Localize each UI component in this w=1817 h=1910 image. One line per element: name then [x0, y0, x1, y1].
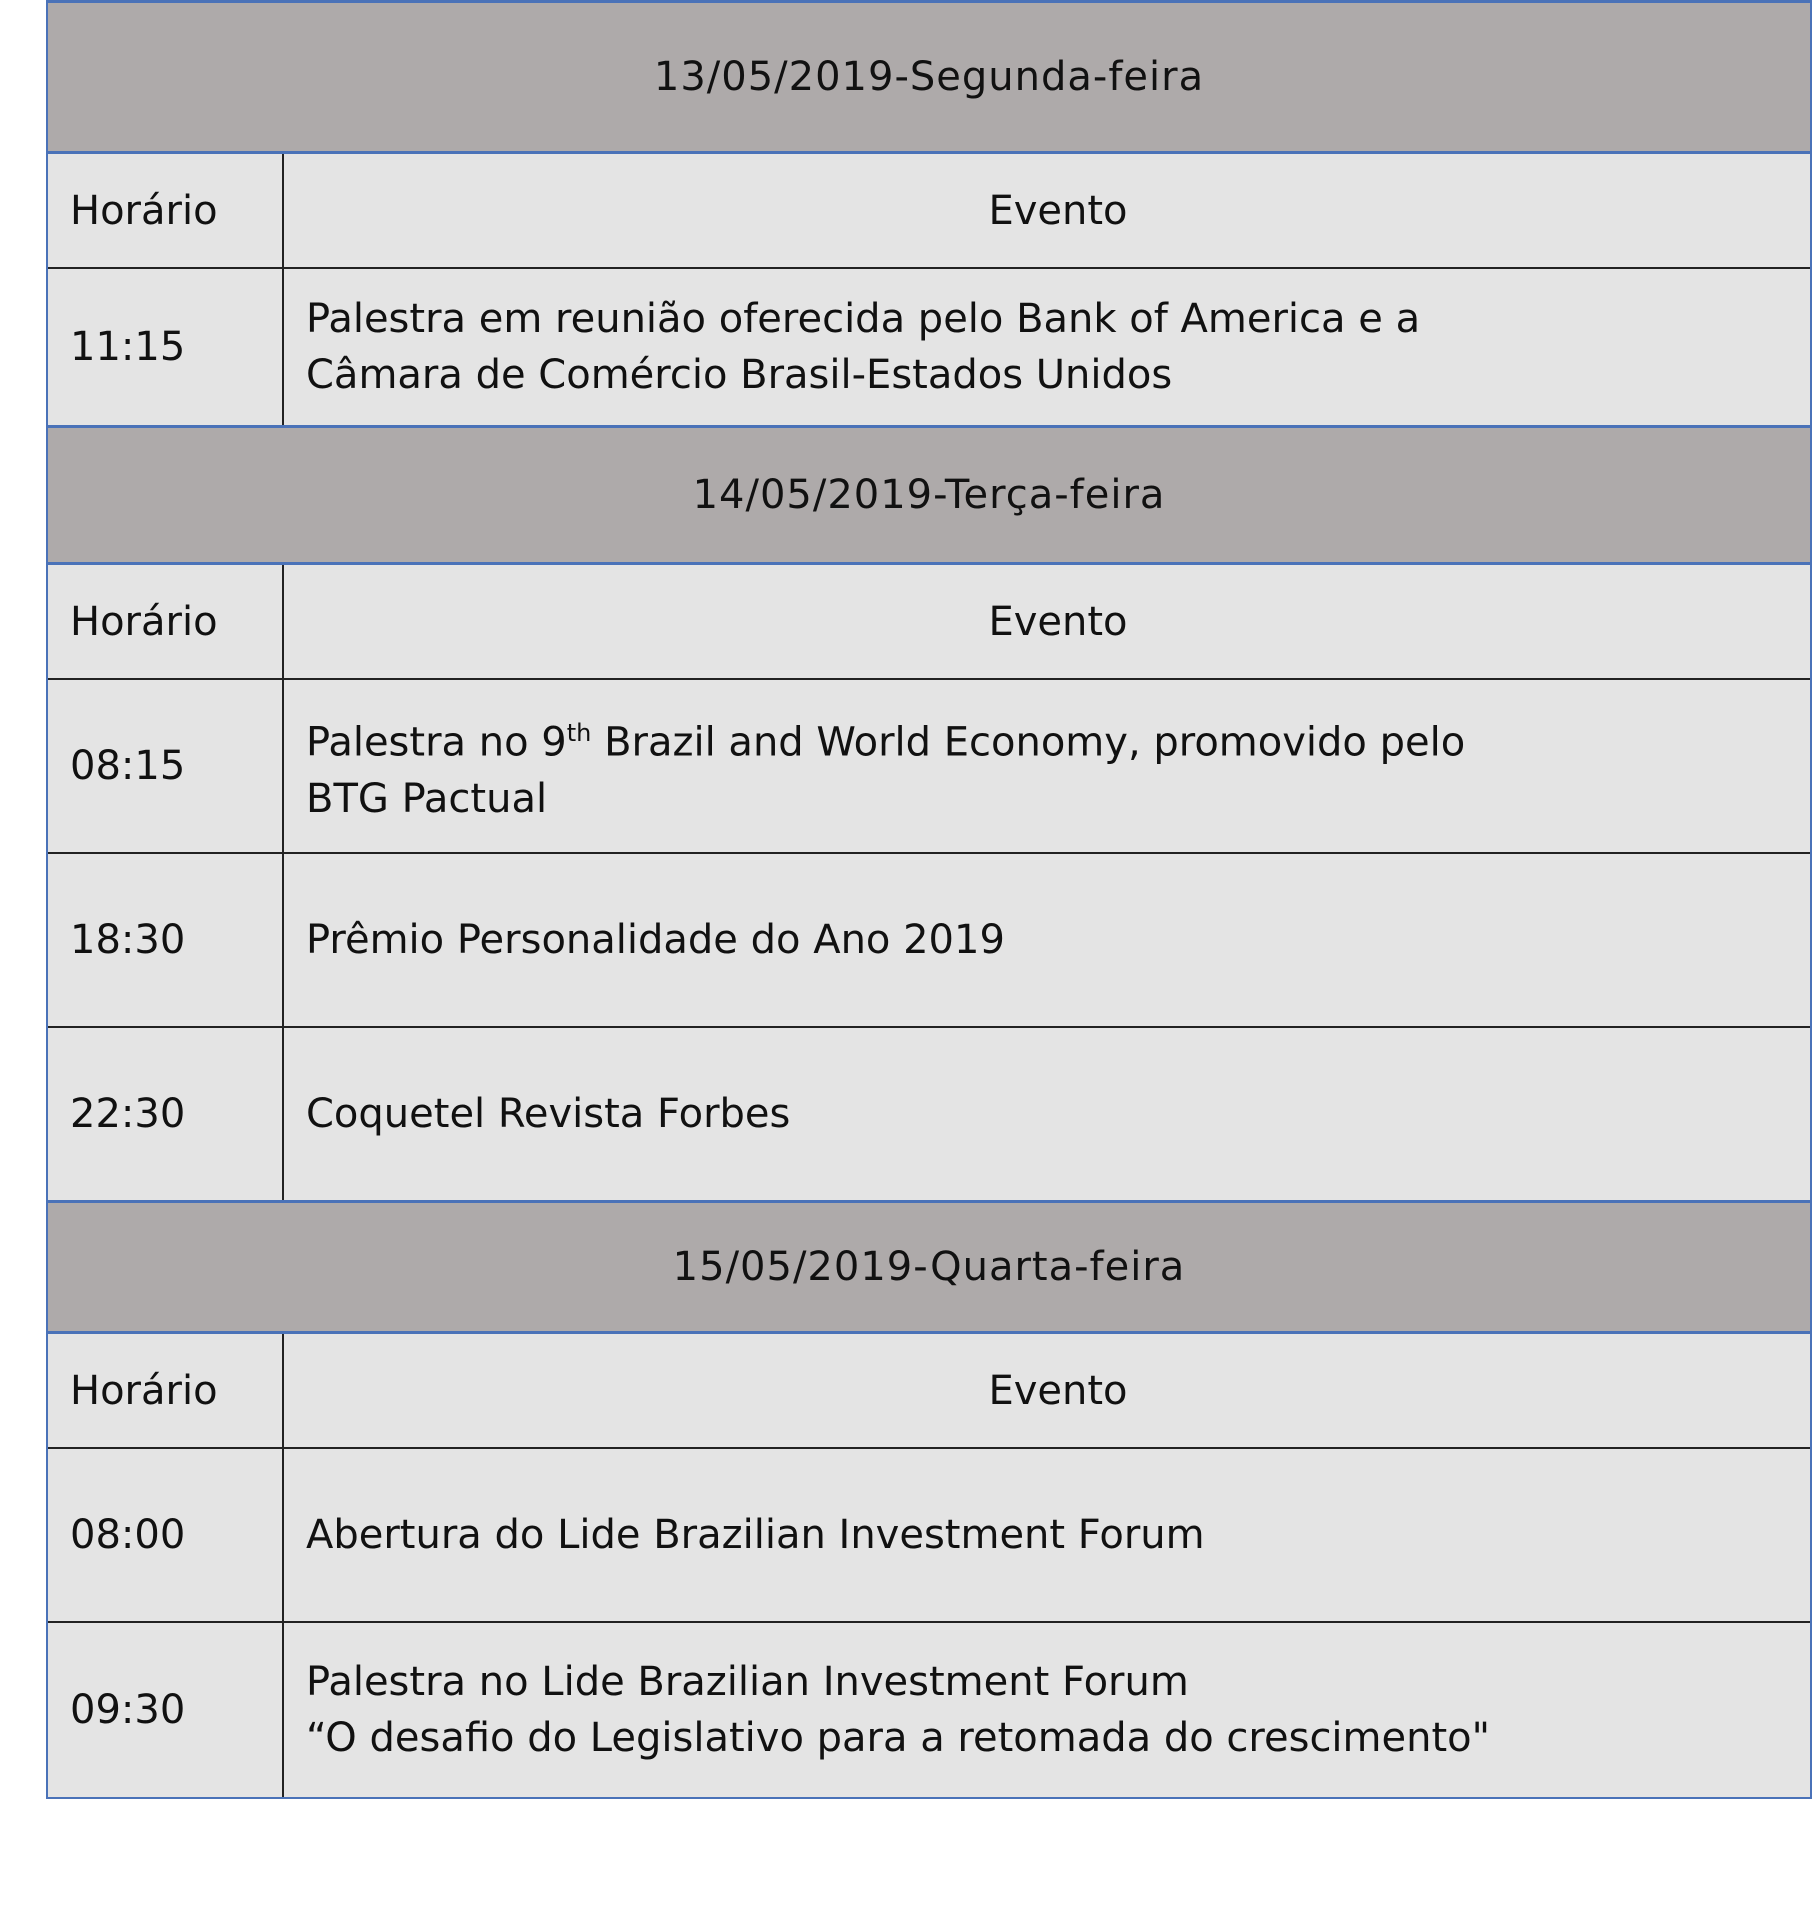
- time-column-header: Horário: [48, 1334, 284, 1447]
- event-header-label: Evento: [988, 187, 1128, 234]
- day-section: [48, 1203, 1810, 1797]
- column-header-row: [48, 565, 1810, 680]
- event-line: Prêmio Personalidade do Ano 2019: [306, 917, 1005, 963]
- event-description: [284, 854, 1810, 1026]
- table-row: [48, 854, 1810, 1028]
- event-description: [284, 269, 1810, 425]
- event-line: Câmara de Comércio Brasil-Estados Unidos: [306, 352, 1173, 398]
- event-line: Coquetel Revista Forbes: [306, 1091, 791, 1137]
- day-section: [48, 3, 1810, 428]
- event-line: Abertura do Lide Brazilian Investment Forum: [306, 1512, 1205, 1558]
- day-header: 13/05/2019-Segunda-feira: [48, 3, 1810, 154]
- event-header-label: Evento: [988, 598, 1128, 645]
- column-header-row: [48, 154, 1810, 269]
- event-description: [284, 1623, 1810, 1797]
- event-line: BTG Pactual: [306, 775, 548, 822]
- event-description: [284, 1028, 1810, 1200]
- table-row: [48, 1028, 1810, 1200]
- time-column-header: Horário: [48, 565, 284, 678]
- event-time: 08:15: [48, 680, 284, 852]
- event-line: [306, 705, 1810, 770]
- day-header: 15/05/2019-Quarta-feira: [48, 1203, 1810, 1334]
- event-header-label: Evento: [988, 1367, 1128, 1414]
- schedule-table: [46, 0, 1812, 1799]
- event-time: 09:30: [48, 1623, 284, 1797]
- event-column-header: [284, 154, 1810, 267]
- event-time: 22:30: [48, 1028, 284, 1200]
- table-row: [48, 269, 1810, 425]
- event-column-header: [284, 1334, 1810, 1447]
- event-line: Palestra no Lide Brazilian Investment Forum: [306, 1659, 1189, 1705]
- event-text: Palestra no 9: [306, 719, 567, 766]
- day-header: 14/05/2019-Terça-feira: [48, 428, 1810, 565]
- event-line: “O desafio do Legislativo para a retomada do crescimento": [306, 1715, 1491, 1761]
- event-line: Palestra em reunião oferecida pelo Bank of America e a: [306, 296, 1421, 342]
- table-row: [48, 1449, 1810, 1623]
- ordinal-superscript: th: [566, 719, 592, 748]
- day-section: [48, 428, 1810, 1203]
- event-text: Brazil and World Economy, promovido pelo: [591, 719, 1466, 766]
- time-column-header: Horário: [48, 154, 284, 267]
- event-time: 08:00: [48, 1449, 284, 1621]
- table-row: [48, 680, 1810, 854]
- event-description: [284, 1449, 1810, 1621]
- column-header-row: [48, 1334, 1810, 1449]
- event-time: 11:15: [48, 269, 284, 425]
- event-time: 18:30: [48, 854, 284, 1026]
- event-column-header: [284, 565, 1810, 678]
- event-description: [284, 680, 1810, 852]
- table-row: [48, 1623, 1810, 1797]
